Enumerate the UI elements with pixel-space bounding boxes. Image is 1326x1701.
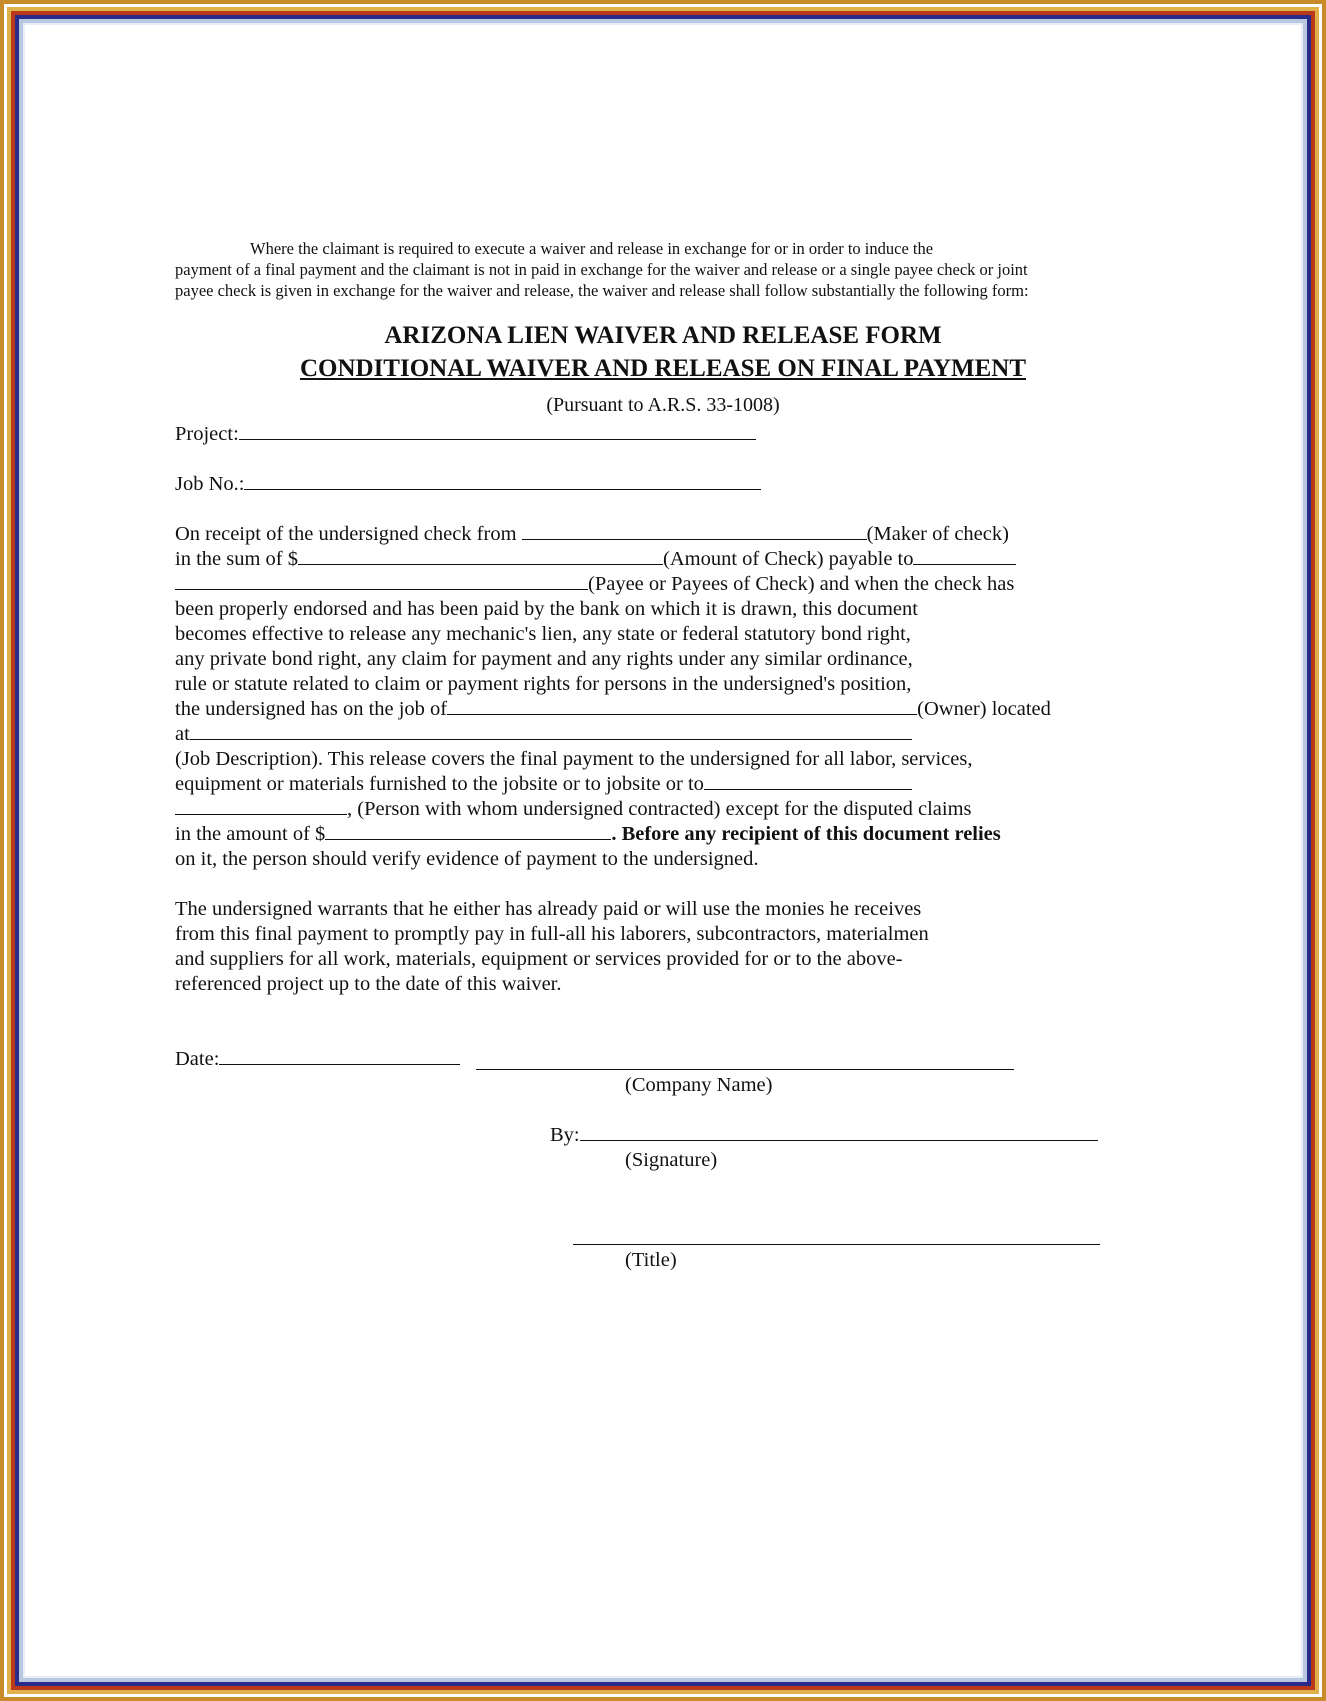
disputed-amount-input[interactable]	[325, 822, 611, 840]
date-input[interactable]	[219, 1047, 460, 1065]
job-no-label: Job No.:	[175, 473, 245, 495]
para1-line-2	[175, 547, 1016, 572]
para1-line-14: on it, the person should verify evidence of payment to the undersigned.	[175, 848, 759, 870]
para1-line-10: (Job Description). This release covers the final payment to the undersigned for all labor, services,	[175, 748, 973, 770]
company-name-input[interactable]	[476, 1069, 1014, 1070]
para1-line-9	[175, 722, 912, 747]
para1-text: On receipt of the undersigned check from	[175, 523, 522, 545]
para1-text: equipment or materials furnished to the jobsite or to jobsite or to	[175, 773, 704, 795]
title-input[interactable]	[573, 1244, 1100, 1245]
project-field	[175, 422, 756, 447]
para1-line-3	[175, 572, 1014, 597]
para1-text: the undersigned has on the job of	[175, 698, 448, 720]
para1-text: . Before any recipient of this document relies	[611, 823, 1001, 845]
company-name-label: (Company Name)	[625, 1074, 773, 1096]
para1-line-13	[175, 822, 1001, 847]
intro-line-2: payment of a final payment and the claimant is not in paid in exchange for the waiver and release or a single payee check or joint	[175, 260, 1028, 279]
para1-text: (Maker of check)	[866, 523, 1009, 545]
para1-line-11	[175, 772, 912, 797]
title-label: (Title)	[625, 1249, 677, 1271]
para2-line-1: The undersigned warrants that he either has already paid or will use the monies he receives	[175, 898, 922, 920]
by-label: By:	[550, 1124, 580, 1146]
statute-reference: (Pursuant to A.R.S. 33-1008)	[546, 394, 780, 416]
owner-input[interactable]	[447, 697, 917, 715]
para1-text: (Amount of Check) payable to	[663, 548, 914, 570]
job-no-input[interactable]	[244, 472, 761, 490]
para2-line-2: from this final payment to promptly pay in full-all his laborers, subcontractors, materialmen	[175, 923, 929, 945]
para1-line-6: any private bond right, any claim for payment and any rights under any similar ordinance,	[175, 648, 913, 670]
para1-text: in the sum of $	[175, 548, 298, 570]
jobsite-to-input[interactable]	[704, 772, 912, 790]
contracted-person-input[interactable]	[175, 797, 347, 815]
job-no-field	[175, 472, 761, 497]
payee-input[interactable]	[175, 572, 588, 590]
para1-text: , (Person with whom undersigned contracted) except for the disputed claims	[347, 798, 972, 820]
project-input[interactable]	[239, 422, 756, 440]
project-label: Project:	[175, 423, 239, 445]
amount-of-check-input[interactable]	[298, 547, 663, 565]
form-subtitle: CONDITIONAL WAIVER AND RELEASE ON FINAL PAYMENT	[299, 355, 1027, 382]
maker-of-check-input[interactable]	[522, 522, 867, 540]
para1-line-1	[175, 522, 1009, 547]
by-field	[550, 1123, 1098, 1148]
signature-label: (Signature)	[625, 1149, 718, 1171]
para1-text: at	[175, 723, 190, 745]
para1-line-5: becomes effective to release any mechanic's lien, any state or federal statutory bond right,	[175, 623, 911, 645]
date-label: Date:	[175, 1048, 220, 1070]
date-field	[175, 1047, 460, 1072]
intro-line-3: payee check is given in exchange for the waiver and release, the waiver and release shall follow substantially the following form:	[175, 281, 1029, 300]
para1-line-4: been properly endorsed and has been paid by the bank on which it is drawn, this document	[175, 598, 918, 620]
para2-line-4: referenced project up to the date of this waiver.	[175, 973, 562, 995]
location-input[interactable]	[190, 722, 912, 740]
para1-line-8	[175, 697, 1051, 722]
para1-text: in the amount of $	[175, 823, 326, 845]
para1-text: (Payee or Payees of Check) and when the check has	[588, 573, 1015, 595]
para1-line-12	[175, 797, 972, 822]
para1-text: (Owner) located	[917, 698, 1051, 720]
form-title: ARIZONA LIEN WAIVER AND RELEASE FORM	[384, 322, 942, 349]
para2-line-3: and suppliers for all work, materials, equipment or services provided for or to the above-	[175, 948, 903, 970]
para1-line-7: rule or statute related to claim or payment rights for persons in the undersigned's position,	[175, 673, 912, 695]
payable-to-input[interactable]	[913, 547, 1016, 565]
intro-line-1: Where the claimant is required to execute a waiver and release in exchange for or in order to induce the	[250, 239, 934, 258]
signature-input[interactable]	[580, 1123, 1098, 1141]
